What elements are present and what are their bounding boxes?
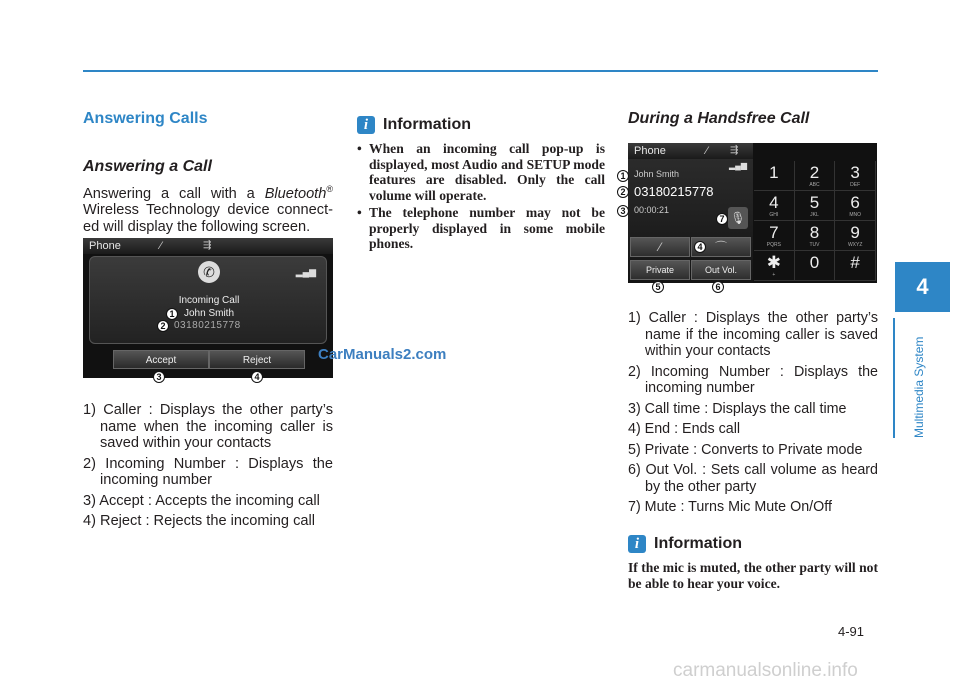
info-title: Information bbox=[654, 535, 742, 552]
hangup-icon: ⌒ bbox=[714, 240, 727, 254]
keypad-key[interactable] bbox=[754, 251, 795, 281]
callout-badge: 6 bbox=[712, 281, 724, 293]
incoming-status: Incoming Call bbox=[178, 295, 240, 306]
section-title: Answering Calls bbox=[83, 110, 208, 127]
screen-topbar bbox=[628, 143, 753, 159]
signal-icon: ▂▄▆ bbox=[729, 161, 747, 170]
call-popup bbox=[89, 256, 327, 344]
chapter-tab: 4 bbox=[895, 262, 950, 312]
keypad-key[interactable] bbox=[795, 161, 836, 191]
info-heading bbox=[357, 116, 471, 134]
private-button[interactable]: Private bbox=[630, 260, 690, 280]
chapter-label: Multimedia System bbox=[912, 336, 926, 438]
accept-button[interactable]: Accept bbox=[113, 350, 209, 369]
callout-badge: 1 bbox=[617, 170, 629, 182]
keypad-letters: JKL bbox=[810, 212, 819, 218]
caller-number: 03180215778 bbox=[634, 184, 714, 199]
subtitle-answering: Answering a Call bbox=[83, 158, 212, 175]
watermark-site: CarManuals2.com bbox=[318, 346, 447, 363]
call-time: 00:00:21 bbox=[634, 205, 670, 215]
caller-name: John Smith bbox=[634, 169, 680, 179]
keypad-digit: 4 bbox=[769, 193, 779, 212]
callout-badge: 1 bbox=[166, 308, 178, 320]
keypad-key[interactable] bbox=[795, 251, 836, 281]
out-vol-button[interactable]: Out Vol. bbox=[691, 260, 751, 280]
phone-icon: ✆ bbox=[198, 261, 220, 283]
keypad-key[interactable] bbox=[795, 191, 836, 221]
mute-button[interactable] bbox=[728, 207, 748, 229]
list-item: 4) End : Ends call bbox=[628, 421, 741, 437]
keypad-digit: 5 bbox=[809, 193, 820, 212]
answering-list bbox=[83, 402, 333, 534]
callout-badge: 4 bbox=[251, 371, 263, 383]
info-icon: i bbox=[357, 116, 375, 134]
header-rule bbox=[83, 70, 878, 72]
callout-badge: 7 bbox=[716, 213, 728, 225]
callout-badge: 2 bbox=[157, 320, 169, 332]
callout-badge: 5 bbox=[652, 281, 664, 293]
keypad-digit: 9 bbox=[850, 223, 860, 242]
incoming-call-screen bbox=[83, 238, 333, 378]
keypad-key[interactable] bbox=[835, 191, 876, 221]
keypad-digit: ✱ bbox=[766, 253, 781, 272]
signal-icon: ▂▄▆ bbox=[295, 267, 316, 277]
list-item: 3) Accept : Accepts the incoming call bbox=[83, 492, 320, 509]
info-title: Information bbox=[383, 116, 471, 133]
keypad-key[interactable] bbox=[835, 221, 876, 251]
keypad-letters: ABC bbox=[809, 182, 820, 188]
usb-icon: ⇶ bbox=[203, 240, 212, 251]
keypad-letters: MNO bbox=[849, 212, 861, 218]
usb-icon: ⇶ bbox=[730, 145, 739, 156]
keypad-digit: 0 bbox=[809, 253, 820, 272]
handset-icon: ⁄ bbox=[658, 240, 661, 254]
info-heading bbox=[628, 535, 742, 553]
callout-badge: 3 bbox=[153, 371, 165, 383]
list-item: 3) Call time : Displays the call time bbox=[628, 400, 847, 417]
call-button[interactable] bbox=[630, 237, 690, 257]
keypad-digit: 2 bbox=[809, 163, 820, 182]
callout-badge: 3 bbox=[617, 205, 629, 217]
keypad-letters: DEF bbox=[850, 182, 861, 188]
list-item: 4) Reject : Rejects the incoming call bbox=[83, 513, 315, 529]
handsfree-list bbox=[628, 310, 878, 520]
caller-name: John Smith bbox=[183, 308, 235, 319]
page-number: 4-91 bbox=[838, 624, 865, 639]
keypad-letters: PQRS bbox=[766, 242, 781, 248]
callout-badge: 2 bbox=[617, 186, 629, 198]
watermark-bottom: carmanualsonline.info bbox=[673, 660, 858, 681]
keypad-digit: # bbox=[850, 253, 860, 272]
dial-keypad bbox=[754, 161, 876, 281]
keypad-letters: + bbox=[772, 272, 776, 278]
list-item: 7) Mute : Turns Mic Mute On/Off bbox=[628, 499, 832, 515]
keypad-letters: GHI bbox=[769, 212, 779, 218]
info-icon: i bbox=[628, 535, 646, 553]
keypad-key[interactable] bbox=[754, 221, 795, 251]
list-item: 6) Out Vol. : Sets call volume as heard by the other party bbox=[628, 462, 878, 495]
keypad-digit: 8 bbox=[809, 223, 820, 242]
callout-badge: 4 bbox=[694, 241, 706, 253]
reject-button[interactable]: Reject bbox=[209, 350, 305, 369]
keypad-key[interactable] bbox=[754, 191, 795, 221]
keypad-digit: 1 bbox=[769, 163, 779, 182]
bluetooth-term: Bluetooth bbox=[264, 185, 327, 202]
list-item: 2) Incoming Number : Displays the incoming number bbox=[628, 363, 878, 396]
keypad-digit: 7 bbox=[769, 223, 779, 242]
subtitle-handsfree: During a Handsfree Call bbox=[628, 110, 810, 127]
keypad-letters: WXYZ bbox=[847, 242, 863, 248]
info-text: If the mic is muted, the other party will not be able to hear your voice. bbox=[628, 560, 878, 591]
keypad-key[interactable] bbox=[795, 221, 836, 251]
keypad-digit: 6 bbox=[850, 193, 860, 212]
list-item: 1) Caller : Displays the other party’s name when the incoming caller is saved within your contacts bbox=[83, 402, 333, 451]
info-list bbox=[357, 141, 605, 254]
handsfree-screen bbox=[628, 143, 877, 283]
mic-icon: 🎙 bbox=[730, 211, 746, 225]
call-panel bbox=[628, 159, 753, 283]
list-item: 1) Caller : Displays the other party’s name if the incoming caller is saved within your contacts bbox=[628, 310, 878, 359]
keypad-key[interactable] bbox=[835, 251, 876, 281]
list-item: • The telephone number may not be properly displayed in some mobile phones. bbox=[357, 205, 605, 251]
list-item: 5) Private : Converts to Private mode bbox=[628, 441, 863, 458]
handset-icon: ⁄ bbox=[706, 145, 708, 157]
keypad-key[interactable] bbox=[754, 161, 795, 191]
screen-topbar bbox=[83, 238, 333, 254]
list-item: • When an incoming call pop-up is displayed, most Audio and SETUP mode features are disabled. Only the call volume will operate. bbox=[357, 141, 605, 203]
list-item: 2) Incoming Number : Displays the incoming number bbox=[83, 455, 333, 488]
screen-title: Phone bbox=[89, 240, 121, 252]
sidebar-rule bbox=[893, 318, 895, 438]
handset-icon: ⁄ bbox=[160, 240, 162, 252]
keypad-key[interactable] bbox=[835, 161, 876, 191]
caller-number: 03180215778 bbox=[174, 320, 241, 331]
keypad-digit: 3 bbox=[850, 163, 860, 182]
keypad-letters: TUV bbox=[809, 242, 820, 248]
screen-title: Phone bbox=[634, 145, 666, 157]
intro-paragraph: Answering a call with a Bluetooth® Wireless Technology device connect-ed will display the following screen. bbox=[83, 184, 333, 235]
